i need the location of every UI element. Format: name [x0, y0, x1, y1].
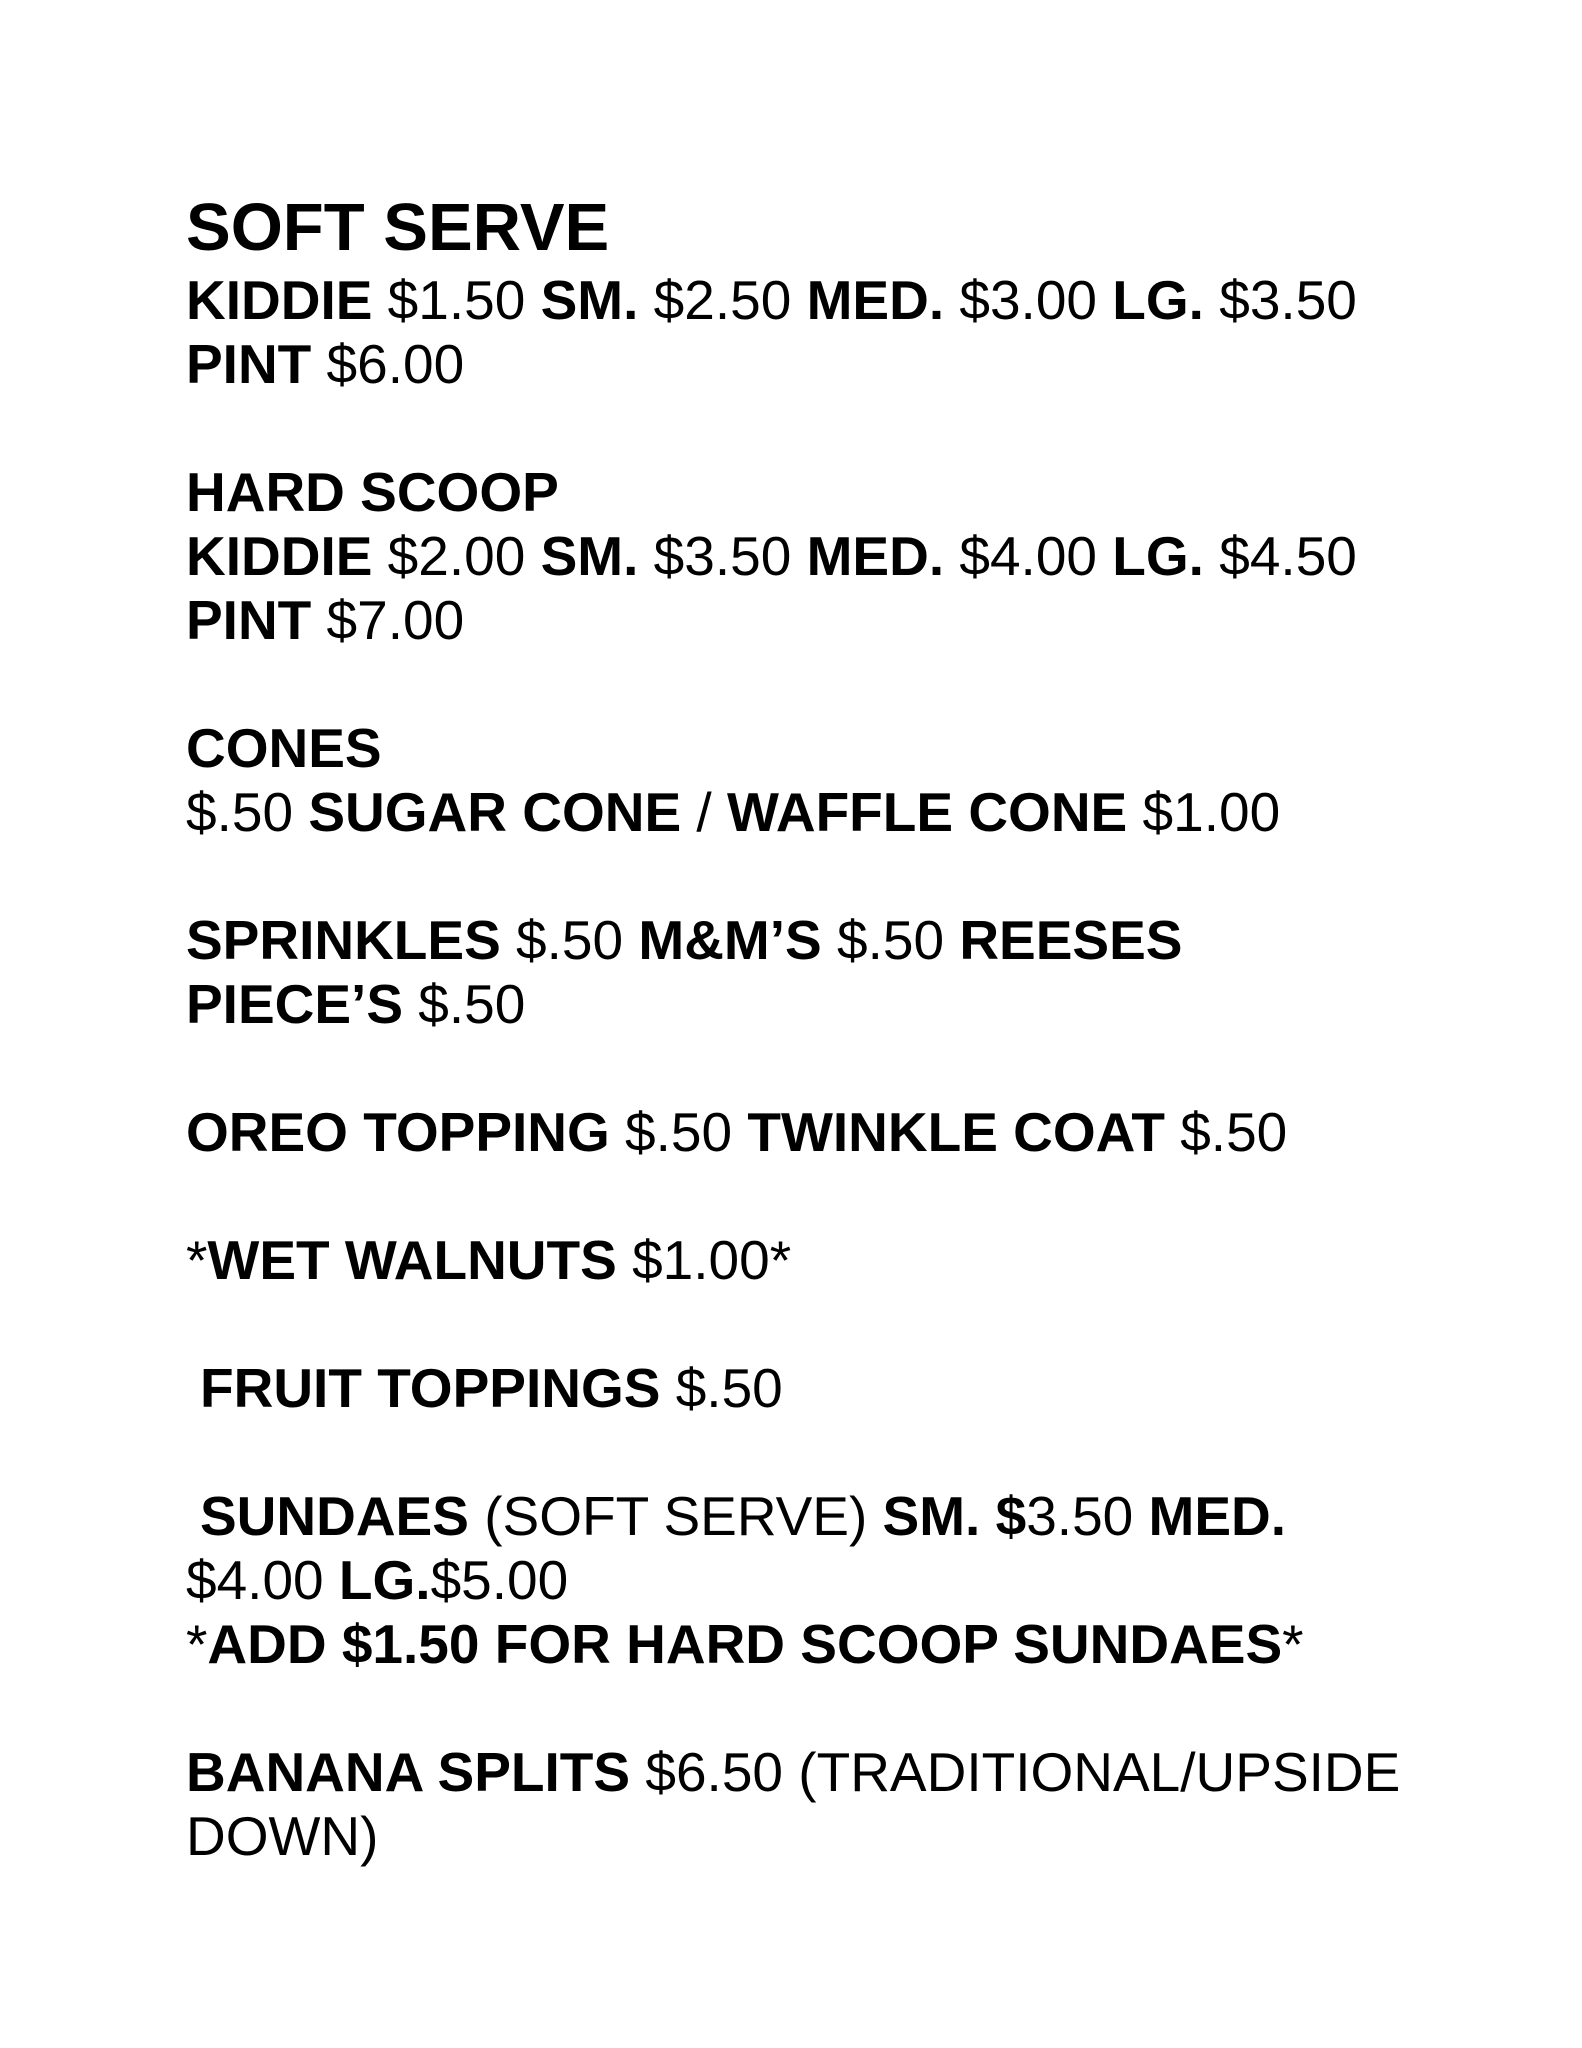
walnuts-line: [186, 1228, 1486, 1292]
cones-title: [186, 716, 1486, 780]
hard-scoop-title-text: HARD SCOOP: [186, 461, 559, 523]
cones-title-text: CONES: [186, 717, 382, 779]
sundaes-lg-label: LG.: [338, 1549, 431, 1611]
menu: [186, 188, 1486, 1868]
mms-label: M&M’S: [638, 909, 822, 971]
sundaes-note: (SOFT SERVE): [468, 1485, 883, 1547]
soft-serve-lg-label: LG.: [1112, 269, 1204, 331]
twinkle-price: $.50: [1164, 1101, 1288, 1163]
cones-prices: [186, 780, 1486, 844]
soft-serve-kiddie-label: KIDDIE: [186, 269, 373, 331]
soft-serve-lg-price: $3.50: [1203, 269, 1357, 331]
soft-serve-med-price: $3.00: [944, 269, 1113, 331]
oreo-label: OREO TOPPING: [186, 1101, 610, 1163]
reeses-label: REESES: [959, 909, 1183, 971]
oreo-price: $.50: [609, 1101, 748, 1163]
pieces-price: $.50: [403, 973, 526, 1035]
walnuts-label: WET WALNUTS: [207, 1229, 617, 1291]
banana-line-2: [186, 1804, 1486, 1868]
sundaes-line-1: [186, 1484, 1486, 1548]
mms-price: $.50: [821, 909, 960, 971]
fruit-price: $.50: [660, 1357, 783, 1419]
pieces-label: PIECE’S: [186, 973, 404, 1035]
hard-scoop-kiddie-price: $2.00: [372, 525, 541, 587]
sundaes-lg-price: $5.00: [430, 1549, 569, 1611]
hard-scoop-med-price: $4.00: [944, 525, 1113, 587]
hard-scoop-lg-price: $4.50: [1203, 525, 1357, 587]
hard-scoop-med-label: MED.: [806, 525, 945, 587]
soft-serve-pint-price: $6.00: [311, 333, 465, 395]
walnuts-price: $1.00*: [616, 1229, 792, 1291]
walnuts-star: *: [186, 1229, 208, 1291]
soft-serve-sm-label: SM.: [540, 269, 639, 331]
banana-price-cont: DOWN): [186, 1805, 379, 1867]
sundaes-label: SUNDAES: [200, 1485, 469, 1547]
hard-scoop-sm-label: SM.: [540, 525, 639, 587]
hard-sundae-star-close: *: [1282, 1613, 1304, 1675]
sundaes-line-3: [186, 1612, 1486, 1676]
sprinkles-label: SPRINKLES: [186, 909, 501, 971]
sugar-cone-label: SUGAR CONE: [308, 781, 697, 843]
soft-serve-med-label: MED.: [806, 269, 945, 331]
toppings-line-3: [186, 1100, 1486, 1164]
waffle-cone-label: WAFFLE CONE: [726, 781, 1128, 843]
sundaes-line-2: [186, 1548, 1486, 1612]
sundaes-sm-price: 3.50: [1026, 1485, 1149, 1547]
hard-sundae-star-open: *: [186, 1613, 208, 1675]
banana-price: $6.50 (TRADITIONAL/UPSIDE: [630, 1741, 1401, 1803]
hard-scoop-pint-price: $7.00: [311, 589, 465, 651]
soft-serve-title: SOFT SERVE: [186, 190, 610, 265]
sugar-cone-price: $.50: [186, 781, 309, 843]
hard-scoop-pint-label: PINT: [186, 589, 312, 651]
hard-scoop-title: [186, 460, 1486, 524]
soft-serve-pint-label: PINT: [186, 333, 312, 395]
toppings-line-2: [186, 972, 1486, 1036]
waffle-cone-price: $1.00: [1127, 781, 1281, 843]
fruit-line: [186, 1356, 1486, 1420]
hard-scoop-kiddie-label: KIDDIE: [186, 525, 373, 587]
hard-scoop-sizes: [186, 524, 1486, 588]
banana-label: BANANA SPLITS: [186, 1741, 631, 1803]
hard-sundae-note: ADD $1.50 FOR HARD SCOOP SUNDAES: [207, 1613, 1283, 1675]
cones-separator: /: [696, 781, 727, 843]
hard-scoop-pint: [186, 588, 1486, 652]
soft-serve-pint: [186, 332, 1486, 396]
sundaes-med-price: $4.00: [186, 1549, 339, 1611]
sundaes-sm-label: SM. $: [882, 1485, 1027, 1547]
toppings-line-1: [186, 908, 1486, 972]
hard-scoop-sm-price: $3.50: [638, 525, 807, 587]
fruit-label: FRUIT TOPPINGS: [200, 1357, 661, 1419]
hard-scoop-lg-label: LG.: [1112, 525, 1204, 587]
soft-serve-kiddie-price: $1.50: [372, 269, 541, 331]
soft-serve-sizes: [186, 268, 1486, 332]
soft-serve-sm-price: $2.50: [638, 269, 807, 331]
sprinkles-price: $.50: [500, 909, 639, 971]
sundaes-med-label: MED.: [1148, 1485, 1287, 1547]
banana-line-1: [186, 1740, 1486, 1804]
twinkle-label: TWINKLE COAT: [747, 1101, 1165, 1163]
